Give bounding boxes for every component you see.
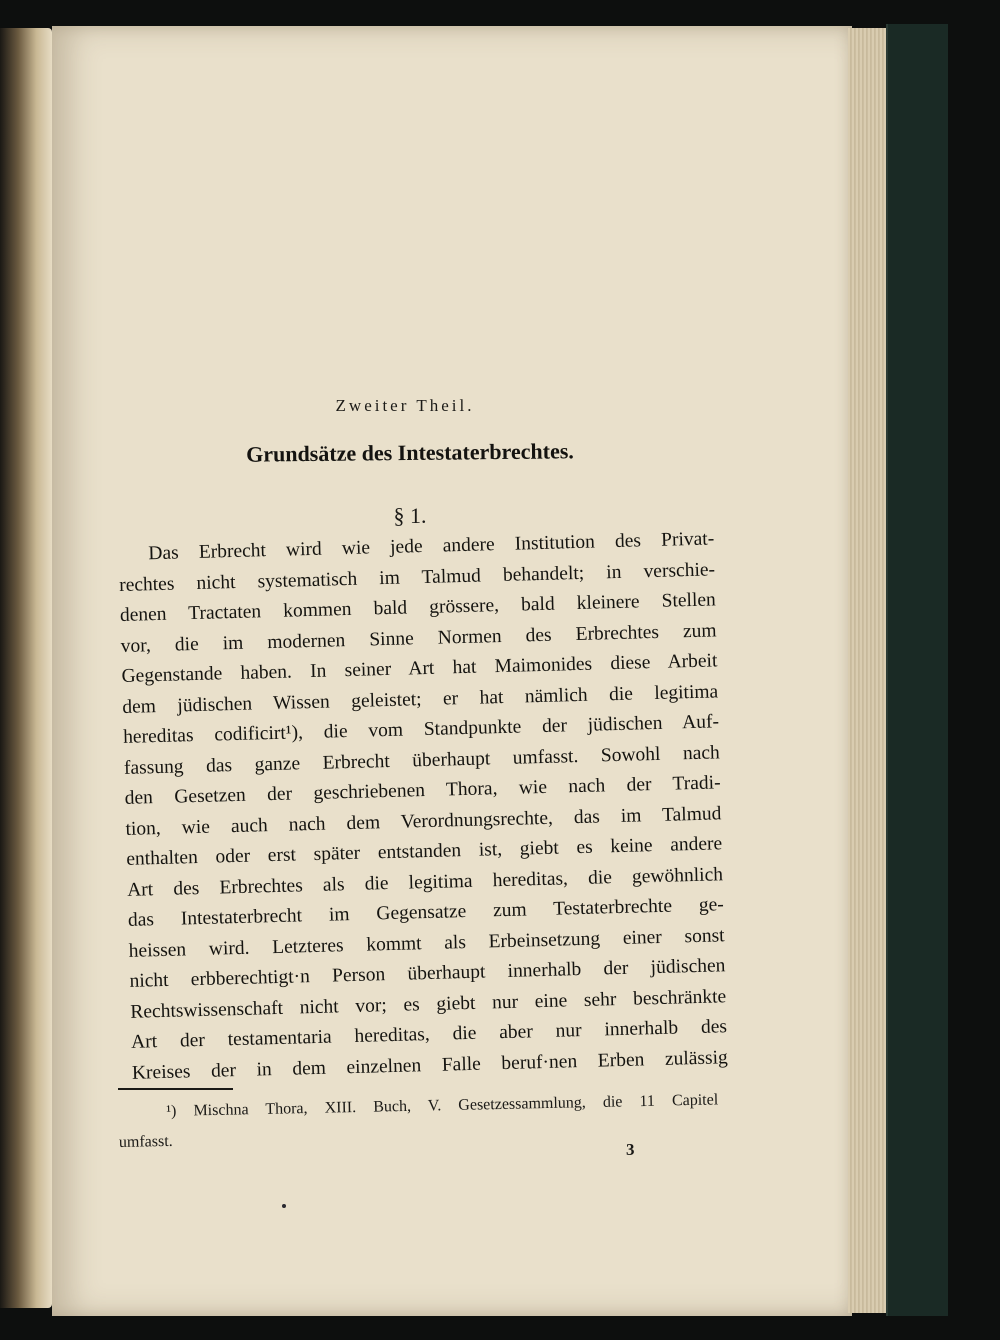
text-line: Das Erbrecht wird wie jede andere Institution des Privat- <box>148 528 715 565</box>
text-line: denen Tractaten kommen bald grössere, bald kleinere Stellen <box>119 589 717 626</box>
text-line: tion, wie auch nach dem Verordnungsrechte, das im Talmud <box>125 802 722 840</box>
book-cover <box>886 24 948 1316</box>
ink-dot <box>282 1204 286 1208</box>
text-line: Gegenstande haben. In seiner Art hat Maimonides diese Arbeit <box>121 650 718 687</box>
page-stack-edge <box>848 28 886 1313</box>
text-line: Art der testamentaria hereditas, die aber nur innerhalb des <box>130 1016 728 1053</box>
text-line: Art des Erbrechtes als die legitima hereditas, die gewöhnlich <box>126 863 724 901</box>
footnote-line: umfasst. <box>118 1132 173 1151</box>
footnote-divider <box>118 1088 233 1090</box>
chapter-title: Grundsätze des Intestaterbrechtes. <box>246 438 574 467</box>
text-line: vor, die im modernen Sinne Normen des Erbrechtes zum <box>120 619 717 657</box>
page-number: 3 <box>626 1140 635 1159</box>
text-line: hereditas codificirt¹), die vom Standpunkte der jüdischen Auf- <box>122 711 720 748</box>
text-line: dem jüdischen Wissen geleistet; er hat nämlich die legitima <box>122 680 719 718</box>
text-line: heissen wird. Letzteres kommt als Erbeinsetzung einer sonst <box>128 924 725 962</box>
section-heading: § 1. <box>393 503 427 528</box>
part-title: Zweiter Theil. <box>335 396 475 415</box>
text-line: rechtes nicht systematisch im Talmud behandelt; in verschie- <box>118 558 716 596</box>
previous-page-edge <box>0 28 52 1308</box>
text-line: nicht erbberechtigt·n Person überhaupt innerhalb der jüdischen <box>129 955 726 992</box>
text-line: enthalten oder erst später entstanden ist, giebt es keine andere <box>126 833 723 870</box>
text-line: den Gesetzen der geschriebenen Thora, wie nach der Tradi- <box>124 772 721 809</box>
footnote-line: ¹) Mischna Thora, XIII. Buch, V. Gesetzessammlung, die 11 Capitel <box>166 1091 719 1120</box>
body-paragraph <box>118 524 728 1088</box>
text-line: das Intestaterbrecht im Gegensatze zum Testaterbrechte ge- <box>127 894 725 931</box>
text-line: Rechtswissenschaft nicht vor; es giebt nur eine sehr beschränkte <box>130 985 727 1023</box>
text-line: fassung das ganze Erbrecht überhaupt umfasst. Sowohl nach <box>123 741 721 779</box>
text-line: Kreises der in dem einzelnen Falle beruf·nen Erben zulässig <box>131 1046 729 1084</box>
